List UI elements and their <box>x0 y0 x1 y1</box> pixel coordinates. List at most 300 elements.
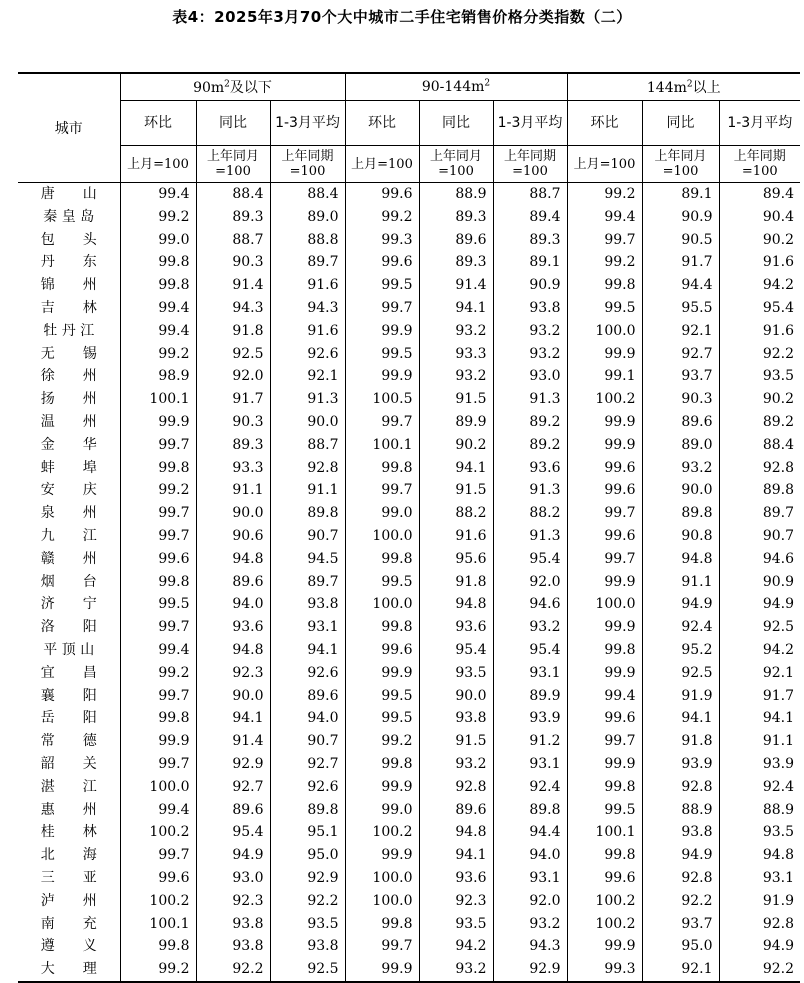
index-value: 92.3 <box>419 890 493 913</box>
index-value: 92.6 <box>270 343 345 366</box>
index-value: 91.6 <box>270 320 345 343</box>
table-row <box>18 730 800 753</box>
city-name: 襄 阳 <box>40 687 97 704</box>
index-value: 92.5 <box>642 662 719 685</box>
index-value: 92.2 <box>642 890 719 913</box>
index-value: 92.8 <box>719 457 800 480</box>
index-value: 100.0 <box>345 867 419 890</box>
index-value: 99.7 <box>345 297 419 320</box>
group-header-large: $144m^2$以上 <box>567 73 800 101</box>
index-value: 99.8 <box>567 274 642 297</box>
index-value: 92.8 <box>270 457 345 480</box>
index-value: 95.4 <box>419 639 493 662</box>
index-value: 92.1 <box>270 365 345 388</box>
index-value: 91.6 <box>270 274 345 297</box>
index-value: 92.2 <box>719 343 800 366</box>
index-value: 93.1 <box>270 616 345 639</box>
index-value: 99.7 <box>567 730 642 753</box>
city-name: 蚌 埠 <box>40 459 97 476</box>
table-row <box>18 958 800 982</box>
index-value: 91.9 <box>719 890 800 913</box>
city-name: 湛 江 <box>40 778 97 795</box>
table-row <box>18 867 800 890</box>
index-value: 90.9 <box>719 571 800 594</box>
index-value: 99.2 <box>120 206 196 229</box>
index-value: 99.9 <box>345 662 419 685</box>
index-value: 93.2 <box>419 320 493 343</box>
index-value: 93.2 <box>493 343 567 366</box>
index-value: 94.2 <box>719 639 800 662</box>
index-value: 94.9 <box>719 593 800 616</box>
index-value: 99.7 <box>120 525 196 548</box>
index-value: 91.1 <box>196 479 270 502</box>
index-value: 94.9 <box>642 593 719 616</box>
index-value: 88.4 <box>719 434 800 457</box>
index-value: 100.0 <box>345 890 419 913</box>
city-name: 洛 阳 <box>40 619 97 636</box>
index-value: 94.0 <box>270 707 345 730</box>
index-value: 99.6 <box>345 639 419 662</box>
index-value: 91.4 <box>196 274 270 297</box>
index-value: 94.0 <box>196 593 270 616</box>
index-value: 99.3 <box>345 229 419 252</box>
index-value: 92.5 <box>719 616 800 639</box>
index-value: 99.7 <box>120 685 196 708</box>
index-value: 89.6 <box>196 799 270 822</box>
index-value: 91.1 <box>642 571 719 594</box>
table-row <box>18 571 800 594</box>
table-row <box>18 297 800 320</box>
index-value: 89.8 <box>719 479 800 502</box>
base-label: 上月=100 <box>120 146 196 183</box>
index-value: 99.6 <box>567 707 642 730</box>
index-value: 93.7 <box>642 913 719 936</box>
index-value: 94.3 <box>493 935 567 958</box>
index-value: 99.5 <box>345 571 419 594</box>
index-value: 99.9 <box>567 434 642 457</box>
index-value: 99.8 <box>567 639 642 662</box>
index-value: 99.7 <box>120 502 196 525</box>
index-value: 99.7 <box>120 434 196 457</box>
table-title: 表4：2025年3月70个大中城市二手住宅销售价格分类指数（二） <box>172 8 632 26</box>
index-value: 95.5 <box>642 297 719 320</box>
city-name: 遵 义 <box>40 938 97 955</box>
index-value: 89.3 <box>419 206 493 229</box>
subheader-avg: 1-3月平均 <box>719 101 800 146</box>
index-value: 93.5 <box>419 662 493 685</box>
index-value: 89.8 <box>493 799 567 822</box>
city-name: 桂 林 <box>40 824 97 841</box>
index-value: 93.5 <box>270 913 345 936</box>
index-value: 99.9 <box>345 365 419 388</box>
index-value: 92.3 <box>196 662 270 685</box>
subheader-yoy: 同比 <box>642 101 719 146</box>
index-value: 94.8 <box>196 639 270 662</box>
index-value: 99.9 <box>567 343 642 366</box>
index-value: 99.7 <box>345 479 419 502</box>
index-value: 99.8 <box>120 935 196 958</box>
index-value: 90.9 <box>493 274 567 297</box>
index-value: 92.7 <box>196 776 270 799</box>
city-name: 泸 州 <box>40 892 97 909</box>
index-value: 89.7 <box>270 251 345 274</box>
index-value: 100.2 <box>120 890 196 913</box>
index-value: 90.2 <box>719 388 800 411</box>
city-name: 温 州 <box>40 413 97 430</box>
index-value: 92.7 <box>270 753 345 776</box>
index-value: 100.5 <box>345 388 419 411</box>
subheader-yoy: 同比 <box>196 101 270 146</box>
table-row <box>18 776 800 799</box>
index-value: 92.2 <box>719 958 800 982</box>
index-value: 90.3 <box>196 411 270 434</box>
index-value: 92.2 <box>270 890 345 913</box>
index-value: 93.6 <box>493 457 567 480</box>
index-value: 99.4 <box>120 320 196 343</box>
index-value: 91.2 <box>493 730 567 753</box>
index-value: 89.3 <box>493 229 567 252</box>
index-value: 91.6 <box>419 525 493 548</box>
index-value: 88.8 <box>270 229 345 252</box>
index-value: 94.3 <box>196 297 270 320</box>
index-value: 99.3 <box>567 958 642 982</box>
index-value: 89.6 <box>270 685 345 708</box>
index-value: 93.6 <box>196 616 270 639</box>
city-name: 包 头 <box>40 231 97 248</box>
index-value: 93.8 <box>270 935 345 958</box>
index-value: 99.2 <box>567 251 642 274</box>
index-value: 88.7 <box>196 229 270 252</box>
index-value: 94.8 <box>419 821 493 844</box>
table-row <box>18 502 800 525</box>
index-value: 99.6 <box>345 183 419 206</box>
city-name: 济 宁 <box>40 596 97 613</box>
index-value: 99.5 <box>567 799 642 822</box>
city-name: 无 锡 <box>40 345 97 362</box>
table-row <box>18 821 800 844</box>
index-value: 90.2 <box>419 434 493 457</box>
index-value: 99.7 <box>567 502 642 525</box>
index-value: 89.4 <box>719 183 800 206</box>
table-row <box>18 844 800 867</box>
index-value: 99.4 <box>120 799 196 822</box>
index-value: 99.7 <box>120 616 196 639</box>
group-header-medium: $90-144m^2$ <box>345 73 567 101</box>
table-row <box>18 388 800 411</box>
index-value: 92.6 <box>270 776 345 799</box>
index-value: 92.9 <box>493 958 567 982</box>
city-name: 岳 阳 <box>40 710 97 727</box>
index-value: 94.1 <box>270 639 345 662</box>
price-index-table <box>18 72 800 983</box>
index-value: 95.0 <box>270 844 345 867</box>
index-value: 100.2 <box>567 890 642 913</box>
index-value: 92.4 <box>642 616 719 639</box>
index-value: 100.1 <box>120 388 196 411</box>
index-value: 91.3 <box>493 525 567 548</box>
index-value: 91.6 <box>719 320 800 343</box>
index-value: 94.0 <box>493 844 567 867</box>
index-value: 99.7 <box>567 229 642 252</box>
index-value: 90.5 <box>642 229 719 252</box>
index-value: 99.4 <box>567 685 642 708</box>
city-name: 唐 山 <box>40 186 97 202</box>
table-row <box>18 707 800 730</box>
city-name: 平 顶 山 <box>43 641 95 658</box>
index-value: 99.8 <box>345 913 419 936</box>
index-value: 99.0 <box>345 799 419 822</box>
index-value: 93.2 <box>419 958 493 982</box>
index-value: 94.8 <box>196 548 270 571</box>
index-value: 99.6 <box>120 548 196 571</box>
index-value: 95.1 <box>270 821 345 844</box>
index-value: 88.7 <box>493 183 567 206</box>
index-value: 89.8 <box>270 799 345 822</box>
index-value: 99.9 <box>567 411 642 434</box>
index-value: 93.1 <box>493 867 567 890</box>
index-value: 91.5 <box>419 388 493 411</box>
table-row <box>18 251 800 274</box>
index-value: 88.7 <box>270 434 345 457</box>
table-row <box>18 229 800 252</box>
index-value: 99.2 <box>345 730 419 753</box>
index-value: 94.6 <box>493 593 567 616</box>
index-value: 90.6 <box>196 525 270 548</box>
index-value: 88.2 <box>419 502 493 525</box>
index-value: 93.2 <box>419 365 493 388</box>
index-value: 90.7 <box>270 730 345 753</box>
index-value: 91.7 <box>719 685 800 708</box>
index-value: 95.4 <box>719 297 800 320</box>
base-label: 上年同期=100 <box>493 146 567 183</box>
table-row <box>18 457 800 480</box>
index-value: 99.8 <box>120 274 196 297</box>
index-value: 99.2 <box>120 958 196 982</box>
index-value: 93.2 <box>493 320 567 343</box>
city-column-header: 城市 <box>18 73 120 183</box>
index-value: 95.4 <box>493 548 567 571</box>
index-value: 93.9 <box>719 753 800 776</box>
table-row <box>18 525 800 548</box>
city-name: 常 德 <box>40 733 97 750</box>
index-value: 89.0 <box>642 434 719 457</box>
index-value: 93.9 <box>642 753 719 776</box>
city-name: 大 理 <box>18 958 120 982</box>
subheader-yoy: 同比 <box>419 101 493 146</box>
index-value: 89.9 <box>419 411 493 434</box>
subheader-mom: 环比 <box>120 101 196 146</box>
index-value: 90.3 <box>642 388 719 411</box>
table-row <box>18 662 800 685</box>
index-value: 93.5 <box>719 821 800 844</box>
city-name: 九 江 <box>40 527 97 544</box>
city-name: 锦 州 <box>40 277 97 294</box>
index-value: 93.8 <box>493 297 567 320</box>
index-value: 99.9 <box>345 320 419 343</box>
index-value: 99.9 <box>345 844 419 867</box>
index-value: 95.4 <box>493 639 567 662</box>
index-value: 99.9 <box>567 662 642 685</box>
index-value: 88.4 <box>270 183 345 206</box>
index-value: 93.1 <box>719 867 800 890</box>
city-name: 赣 州 <box>40 550 97 567</box>
index-value: 92.9 <box>196 753 270 776</box>
index-value: 99.6 <box>567 479 642 502</box>
table-row <box>18 753 800 776</box>
index-value: 94.8 <box>719 844 800 867</box>
index-value: 99.9 <box>567 935 642 958</box>
base-label: 上年同期=100 <box>270 146 345 183</box>
index-value: 95.4 <box>196 821 270 844</box>
index-value: 93.8 <box>196 913 270 936</box>
index-value: 99.8 <box>345 616 419 639</box>
index-value: 99.4 <box>120 639 196 662</box>
index-value: 89.3 <box>419 251 493 274</box>
index-value: 93.3 <box>196 457 270 480</box>
base-label: 上年同月=100 <box>419 146 493 183</box>
index-value: 93.3 <box>419 343 493 366</box>
index-value: 94.2 <box>419 935 493 958</box>
index-value: 91.7 <box>196 388 270 411</box>
index-value: 99.8 <box>567 844 642 867</box>
index-value: 89.7 <box>270 571 345 594</box>
index-value: 99.9 <box>345 776 419 799</box>
base-label: 上年同月=100 <box>642 146 719 183</box>
index-value: 99.9 <box>567 616 642 639</box>
index-value: 93.8 <box>270 593 345 616</box>
index-value: 93.2 <box>493 616 567 639</box>
index-value: 94.1 <box>419 457 493 480</box>
index-value: 99.9 <box>120 730 196 753</box>
index-value: 90.9 <box>642 206 719 229</box>
table-row <box>18 935 800 958</box>
index-value: 90.3 <box>196 251 270 274</box>
index-value: 93.0 <box>196 867 270 890</box>
index-value: 93.2 <box>419 753 493 776</box>
index-value: 99.7 <box>567 548 642 571</box>
index-value: 100.2 <box>567 913 642 936</box>
city-name: 徐 州 <box>40 368 97 385</box>
index-value: 90.4 <box>719 206 800 229</box>
index-value: 99.8 <box>120 251 196 274</box>
index-value: 92.1 <box>642 958 719 982</box>
index-value: 99.9 <box>567 571 642 594</box>
index-value: 94.9 <box>196 844 270 867</box>
city-name: 秦 皇 岛 <box>43 208 95 225</box>
index-value: 88.2 <box>493 502 567 525</box>
table-row <box>18 343 800 366</box>
index-value: 99.6 <box>567 525 642 548</box>
index-value: 91.1 <box>270 479 345 502</box>
table-row <box>18 274 800 297</box>
index-value: 90.0 <box>419 685 493 708</box>
index-value: 92.8 <box>719 913 800 936</box>
index-value: 99.6 <box>345 251 419 274</box>
table-row <box>18 434 800 457</box>
index-value: 94.4 <box>493 821 567 844</box>
index-value: 90.0 <box>196 685 270 708</box>
index-value: 99.2 <box>567 183 642 206</box>
index-value: 93.0 <box>493 365 567 388</box>
table-row <box>18 593 800 616</box>
index-value: 92.7 <box>642 343 719 366</box>
city-name: 南 充 <box>40 915 97 932</box>
index-value: 92.2 <box>196 958 270 982</box>
index-value: 99.8 <box>567 776 642 799</box>
index-value: 89.3 <box>196 434 270 457</box>
index-value: 88.4 <box>196 183 270 206</box>
index-value: 93.8 <box>642 821 719 844</box>
index-value: 95.0 <box>642 935 719 958</box>
index-value: 100.1 <box>120 913 196 936</box>
index-value: 91.5 <box>419 730 493 753</box>
index-value: 94.4 <box>642 274 719 297</box>
index-value: 99.5 <box>345 343 419 366</box>
table-row <box>18 365 800 388</box>
index-value: 99.7 <box>120 844 196 867</box>
index-value: 99.4 <box>120 183 196 206</box>
table-row <box>18 548 800 571</box>
index-value: 92.8 <box>419 776 493 799</box>
index-value: 91.7 <box>642 251 719 274</box>
index-value: 89.1 <box>642 183 719 206</box>
index-value: 88.9 <box>419 183 493 206</box>
index-value: 99.7 <box>120 753 196 776</box>
index-value: 94.1 <box>419 297 493 320</box>
index-value: 94.8 <box>642 548 719 571</box>
index-value: 89.8 <box>270 502 345 525</box>
subheader-avg: 1-3月平均 <box>270 101 345 146</box>
index-value: 94.2 <box>719 274 800 297</box>
subheader-mom: 环比 <box>345 101 419 146</box>
city-name: 宜 昌 <box>40 664 97 681</box>
index-value: 93.2 <box>642 457 719 480</box>
index-value: 89.0 <box>270 206 345 229</box>
index-value: 91.8 <box>196 320 270 343</box>
index-value: 93.6 <box>419 867 493 890</box>
base-label: 上月=100 <box>345 146 419 183</box>
city-name: 惠 州 <box>40 801 97 818</box>
index-value: 98.9 <box>120 365 196 388</box>
index-value: 99.2 <box>120 343 196 366</box>
city-name: 丹 东 <box>40 254 97 271</box>
index-value: 93.5 <box>419 913 493 936</box>
index-value: 100.2 <box>120 821 196 844</box>
index-value: 89.2 <box>719 411 800 434</box>
index-value: 100.0 <box>345 593 419 616</box>
index-value: 94.1 <box>196 707 270 730</box>
table-row <box>18 639 800 662</box>
index-value: 99.5 <box>345 707 419 730</box>
index-value: 92.0 <box>493 571 567 594</box>
index-value: 100.0 <box>567 320 642 343</box>
index-value: 93.7 <box>642 365 719 388</box>
index-value: 91.1 <box>719 730 800 753</box>
index-value: 99.2 <box>120 479 196 502</box>
index-value: 91.3 <box>270 388 345 411</box>
index-value: 89.2 <box>493 411 567 434</box>
city-name: 金 华 <box>40 436 97 453</box>
table-row <box>18 913 800 936</box>
group-header-small: $90m^2$及以下 <box>120 73 345 101</box>
subheader-mom: 环比 <box>567 101 642 146</box>
index-value: 94.8 <box>419 593 493 616</box>
index-value: 95.2 <box>642 639 719 662</box>
index-value: 89.1 <box>493 251 567 274</box>
index-value: 90.0 <box>270 411 345 434</box>
index-value: 99.4 <box>120 297 196 320</box>
index-value: 90.0 <box>196 502 270 525</box>
